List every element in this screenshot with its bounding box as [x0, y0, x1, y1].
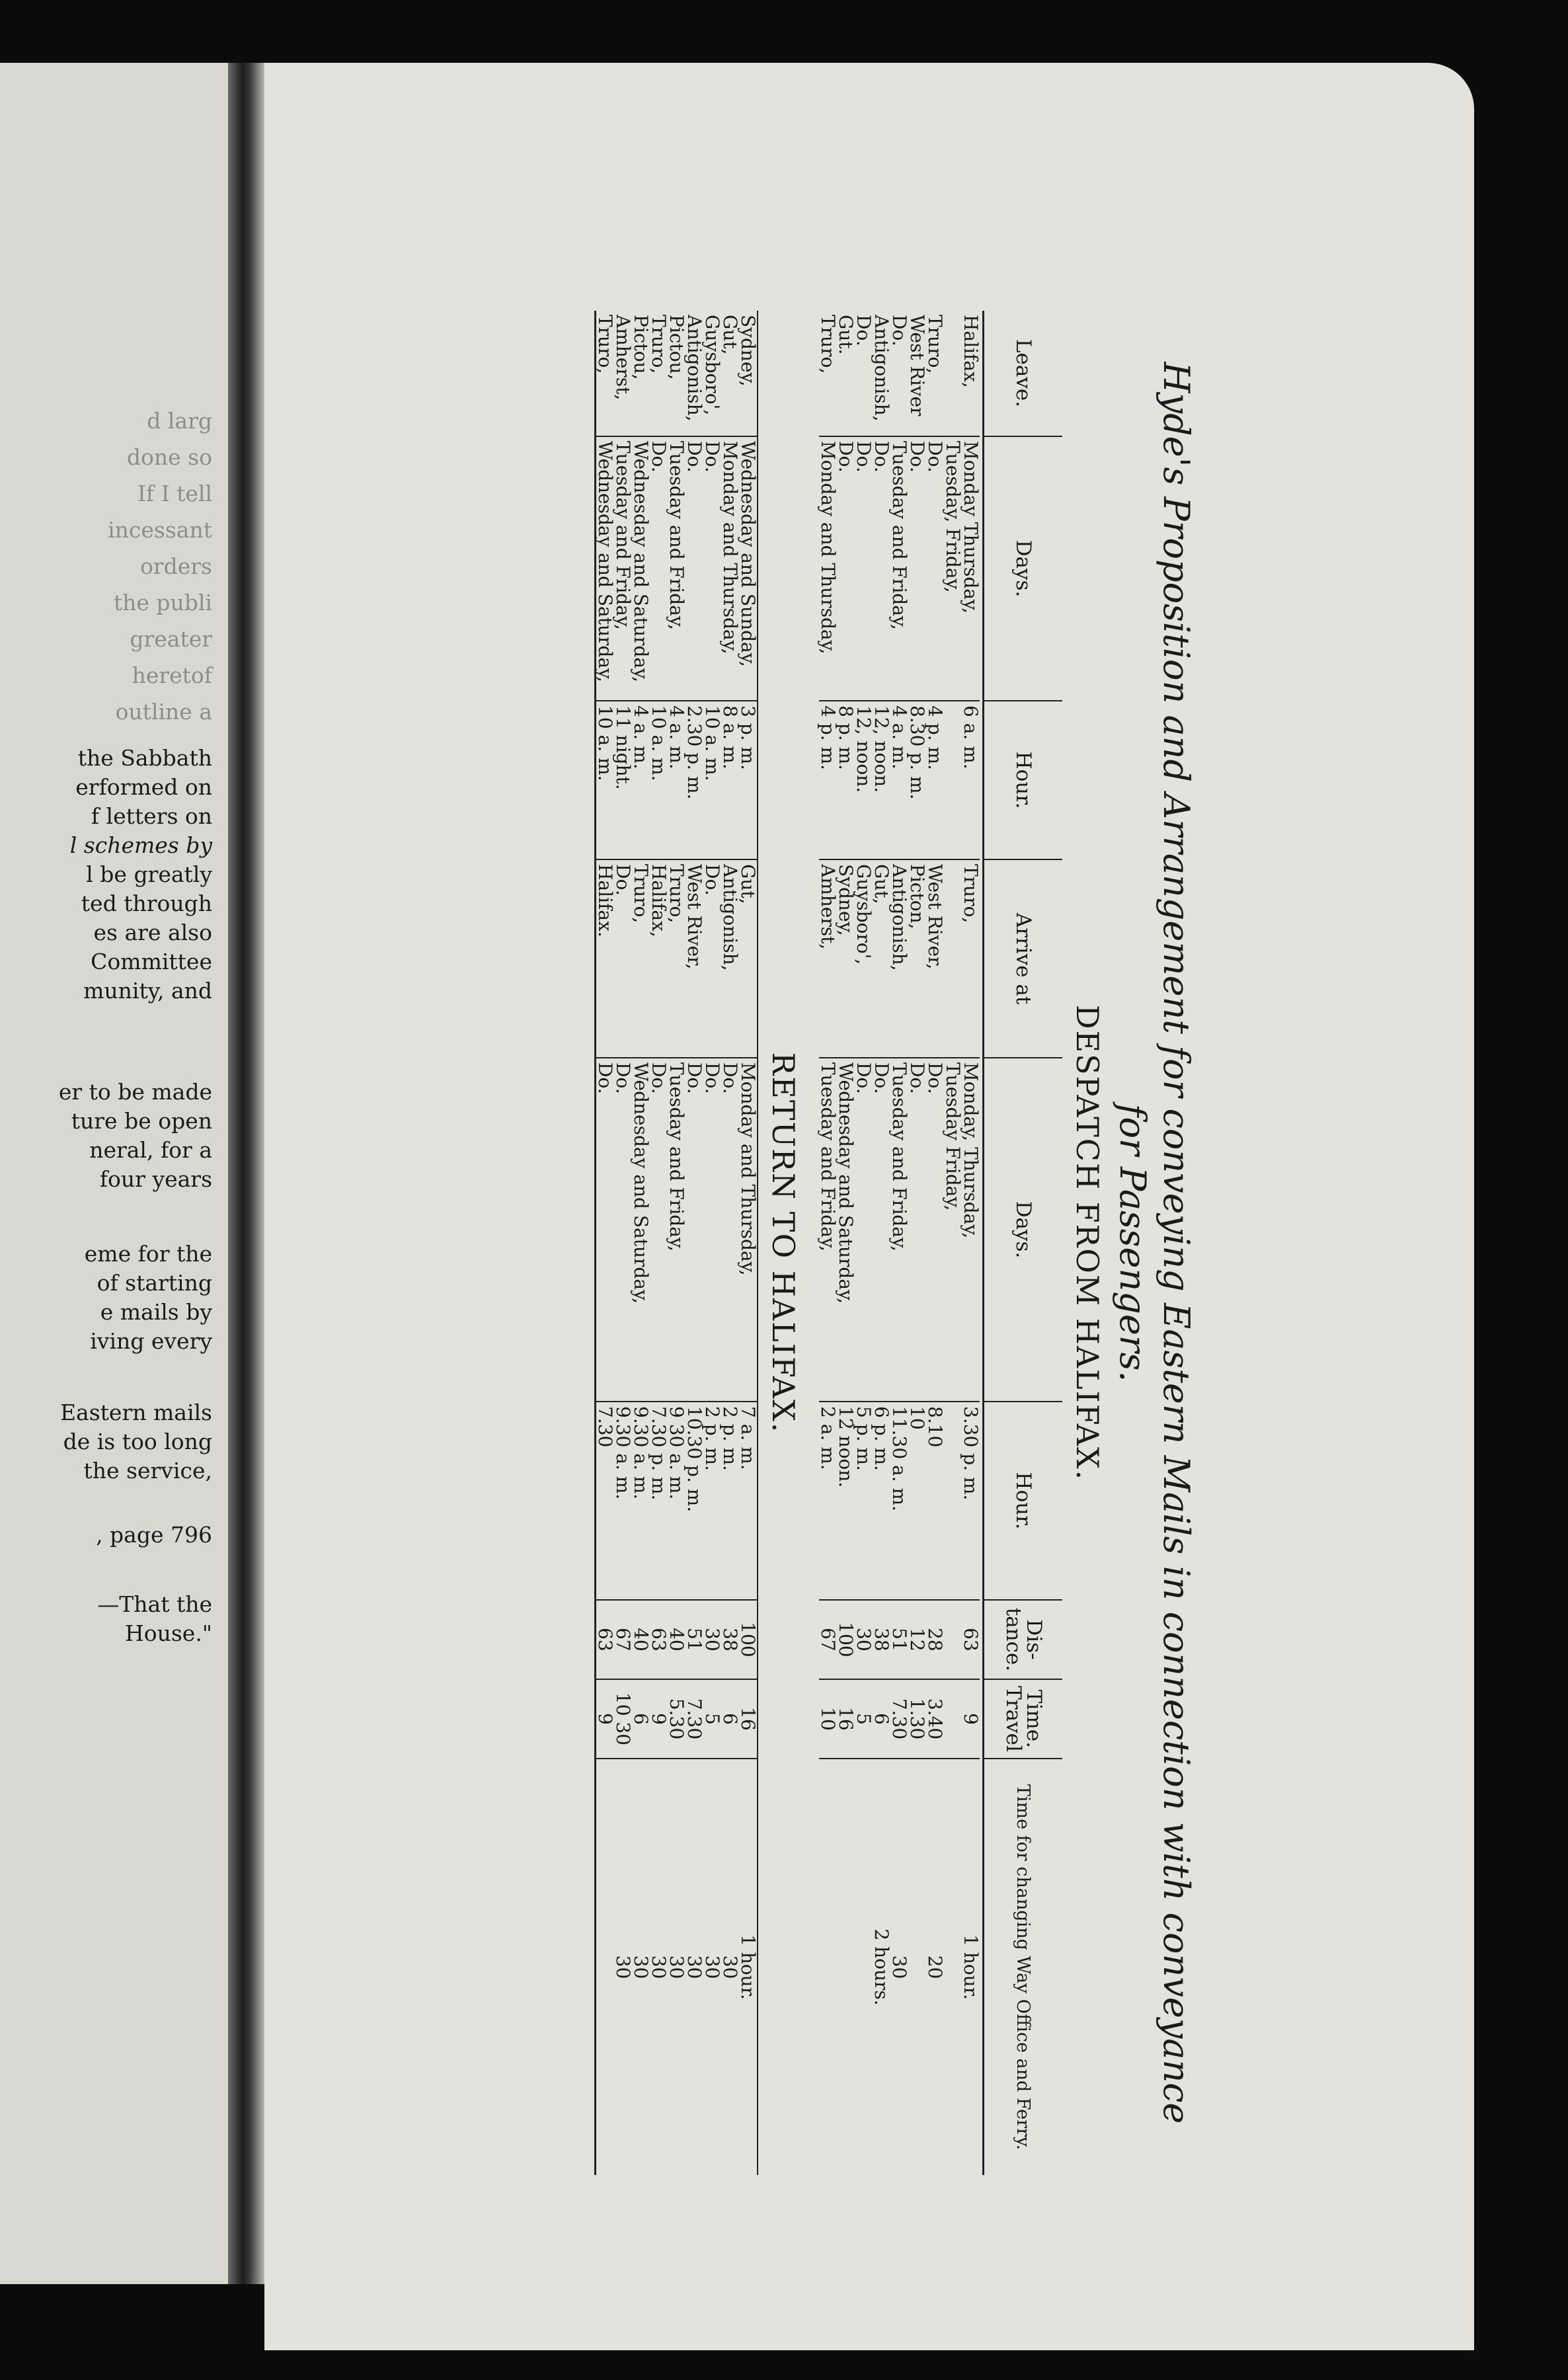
table-cell: 40 — [632, 1600, 650, 1679]
table-cell: Do. — [686, 436, 703, 701]
table-cell: Monday and Thursday, — [721, 436, 739, 701]
left-page-fragment — [0, 63, 228, 2284]
table-cell: 6 — [873, 1679, 890, 1759]
table-cell: 7.30 — [686, 1679, 703, 1759]
table-cell: 6 — [632, 1679, 650, 1759]
table-cell: 1.30 — [908, 1679, 926, 1759]
table-row — [686, 311, 703, 2175]
table-cell: Wednesday and Saturday, — [632, 436, 650, 701]
despatch-table — [819, 311, 980, 2175]
title-line-2: for Passengers. — [1112, 1103, 1154, 1382]
text-line: ted through — [81, 891, 212, 916]
table-row — [739, 311, 758, 2175]
table-cell: 11 night. — [614, 701, 632, 859]
table-cell: 3.30 p. m. — [962, 1402, 980, 1600]
table-cell: 3 p. m. — [739, 701, 758, 859]
table-cell: Do. — [703, 436, 721, 701]
return-heading: RETURN TO HALIFAX. — [765, 1052, 801, 1434]
table-cell: 9 — [596, 1679, 615, 1759]
table-cell: 4 p. m. — [926, 701, 944, 859]
text-line: neral, for a — [89, 1137, 212, 1163]
table-title — [1111, 311, 1198, 2175]
table-row — [703, 311, 721, 2175]
table-cell: 100 — [837, 1600, 855, 1679]
table-cell: 2 hours. — [873, 1759, 890, 2175]
table-cell: 38 — [873, 1600, 890, 1679]
table-cell: Truro, — [962, 859, 980, 1058]
table-header — [982, 311, 1062, 2175]
return-table — [594, 311, 758, 2175]
faded-text: the publi — [113, 590, 212, 615]
table-cell: 4 a. m. — [890, 701, 908, 859]
table-cell: Halifax, — [650, 859, 668, 1058]
text-line: de is too long — [63, 1429, 212, 1454]
text-line: iving every — [90, 1328, 212, 1354]
table-cell — [944, 701, 962, 859]
table-cell: 12, noon. — [873, 701, 890, 859]
table-cell: 10 — [819, 1679, 837, 1759]
text-line: l schemes by — [69, 832, 212, 858]
table-cell: Amherst, — [612, 315, 634, 401]
text-line: the service, — [83, 1458, 212, 1484]
table-cell: Do. — [926, 436, 944, 701]
table-cell: 30 — [668, 1759, 686, 2175]
table-cell: Truro, — [817, 315, 839, 374]
faded-text: heretof — [132, 662, 212, 688]
rotated-timetable — [233, 311, 1198, 2175]
table-cell: Guysboro', — [855, 859, 873, 1058]
table-cell: Do. — [614, 1058, 632, 1402]
table-cell: 5 p. m. — [855, 1402, 873, 1600]
table-cell: 12 — [908, 1600, 926, 1679]
table-row — [668, 311, 686, 2175]
table-cell: 63 — [596, 1600, 615, 1679]
table-cell: 4 a. m. — [632, 701, 650, 859]
table-cell: Do. — [888, 315, 910, 346]
table-cell: Sydney, — [737, 315, 759, 387]
table-row — [855, 311, 873, 2175]
table-cell: Wednesday and Saturday, — [837, 1058, 855, 1402]
table-cell: Do. — [650, 1058, 668, 1402]
table-cell: Do. — [908, 436, 926, 701]
col-time-changing: Time for changing Way Office and Ferry. — [984, 1759, 1063, 2175]
text-line: Committee — [91, 949, 212, 974]
table-cell: Truro, — [668, 859, 686, 1058]
table-cell: Do. — [873, 1058, 890, 1402]
table-cell: 30 — [703, 1600, 721, 1679]
table-cell: Tuesday Friday, — [944, 1058, 962, 1402]
table-cell: Do. — [686, 1058, 703, 1402]
table-cell: Gut. — [835, 315, 857, 355]
faded-text: done so — [126, 444, 212, 470]
table-cell: 30 — [686, 1759, 703, 2175]
table-cell: Tuesday and Friday, — [614, 436, 632, 701]
table-cell: 7.30 — [890, 1679, 908, 1759]
table-cell: 1 hour. — [962, 1759, 980, 2175]
table-cell: 67 — [819, 1600, 837, 1679]
faded-text: d larg — [147, 408, 212, 434]
table-cell: Pictou, — [666, 315, 687, 380]
table-cell: Amherst, — [819, 859, 837, 1058]
table-cell: 10 — [908, 1402, 926, 1600]
table-cell — [944, 1679, 962, 1759]
col-hour: Hour. — [984, 701, 1063, 859]
table-cell: Do. — [596, 1058, 615, 1402]
table-cell: 51 — [890, 1600, 908, 1679]
table-cell: Truro, — [924, 315, 946, 374]
table-cell: 4 p. m. — [819, 701, 837, 859]
table-cell: Do. — [703, 859, 721, 1058]
table-cell: 67 — [614, 1600, 632, 1679]
text-line: Eastern mails — [59, 1400, 212, 1425]
text-line: munity, and — [83, 978, 212, 1004]
table-row — [632, 311, 650, 2175]
table-cell: 7.30 — [596, 1402, 615, 1600]
table-cell: Tuesday and Friday, — [668, 436, 686, 701]
text-line: erformed on — [75, 774, 212, 800]
text-line: House." — [124, 1620, 212, 1646]
table-cell: 1 hour. — [739, 1759, 758, 2175]
table-cell: Sydney, — [837, 859, 855, 1058]
table-cell: Monday and Thursday, — [819, 436, 837, 701]
table-cell: 9 — [962, 1679, 980, 1759]
col-arrive-at: Arrive at — [984, 859, 1063, 1058]
table-cell — [944, 1759, 962, 2175]
faded-text: greater — [130, 626, 212, 652]
table-cell: Guysboro', — [701, 315, 723, 416]
table-row — [962, 311, 980, 2175]
table-cell: 8.10 — [926, 1402, 944, 1600]
faded-text: If I tell — [137, 481, 212, 506]
table-cell: Gut, — [719, 315, 741, 355]
table-cell: 5.30 — [668, 1679, 686, 1759]
table-cell: 6 a. m. — [962, 701, 980, 859]
table-cell: 7 a. m. — [739, 1402, 758, 1600]
col-hour-arrive: Hour. — [984, 1402, 1063, 1600]
table-cell: 30 — [855, 1600, 873, 1679]
table-cell: Tuesday and Friday, — [819, 1058, 837, 1402]
text-line: e mails by — [100, 1299, 212, 1325]
table-cell: 10 a. m. — [703, 701, 721, 859]
table-cell: Halifax. — [596, 859, 615, 1058]
table-cell: Truro, — [594, 315, 616, 374]
table-cell: 12, noon. — [855, 701, 873, 859]
table-cell: 3.40 — [926, 1679, 944, 1759]
table-cell: 30 — [614, 1759, 632, 2175]
table-cell: West River, — [926, 859, 944, 1058]
col-days: Days. — [984, 436, 1063, 701]
table-cell: Do. — [873, 436, 890, 701]
table-cell: 16 — [739, 1679, 758, 1759]
table-cell: Tuesday and Friday, — [668, 1058, 686, 1402]
table-cell: 63 — [650, 1600, 668, 1679]
table-row — [650, 311, 668, 2175]
table-cell: Do. — [853, 315, 875, 346]
table-cell: 12 noon. — [837, 1402, 855, 1600]
table-cell: West River — [906, 315, 928, 416]
table-cell: 20 — [926, 1759, 944, 2175]
table-cell: Antigonish, — [721, 859, 739, 1058]
table-cell: 6 — [721, 1679, 739, 1759]
table-row — [819, 311, 837, 2175]
table-cell: 11.30 a. m. — [890, 1402, 908, 1600]
table-row — [721, 311, 739, 2175]
table-row — [908, 311, 926, 2175]
table-cell: Picton, — [908, 859, 926, 1058]
table-cell: Gut, — [739, 859, 758, 1058]
table-cell — [944, 859, 962, 1058]
table-cell: 10 a. m. — [596, 701, 615, 859]
table-cell: 9 30 a. m. — [668, 1402, 686, 1600]
table-cell — [944, 1402, 962, 1600]
table-cell: Do. — [926, 1058, 944, 1402]
table-row — [890, 311, 908, 2175]
text-line: , page 796 — [96, 1522, 212, 1548]
text-line: the Sabbath — [77, 745, 212, 771]
table-cell: Do. — [614, 859, 632, 1058]
table-cell: 9.30 a. m. — [632, 1402, 650, 1600]
table-cell: 30 — [721, 1759, 739, 2175]
table-cell — [596, 1759, 615, 2175]
table-cell: 8 p. m. — [837, 701, 855, 859]
table-cell: Halifax, — [960, 315, 982, 388]
text-line: f letters on — [91, 803, 212, 829]
table-cell: Do. — [908, 1058, 926, 1402]
table-cell: Antigonish, — [684, 315, 705, 422]
col-days-arrive: Days. — [984, 1058, 1063, 1402]
table-cell: Gut, — [873, 859, 890, 1058]
table-cell: 2 a. m. — [819, 1402, 837, 1600]
table-cell: 2.30 p. m. — [686, 701, 703, 859]
table-cell: 30 — [703, 1759, 721, 2175]
table-cell: Monday Thursday, — [962, 436, 980, 701]
table-cell: 6 p. m. — [873, 1402, 890, 1600]
table-cell: Wednesday and Saturday, — [632, 1058, 650, 1402]
faded-text: orders — [139, 553, 212, 579]
table-row — [614, 311, 632, 2175]
table-cell: 8 a. m. — [721, 701, 739, 859]
table-cell: 100 — [739, 1600, 758, 1679]
table-cell: Tuesday and Friday, — [890, 436, 908, 701]
table-cell: Wednesday and Sunday, — [739, 436, 758, 701]
table-cell: Monday, Thursday, — [962, 1058, 980, 1402]
table-cell: Truro, — [632, 859, 650, 1058]
table-cell: Monday and Thursday, — [739, 1058, 758, 1402]
table-cell: Antigonish, — [871, 315, 892, 422]
table-cell — [819, 1759, 837, 2175]
text-line: l be greatly — [86, 861, 212, 887]
table-cell: Do. — [837, 436, 855, 701]
table-cell: 2 p. m. — [721, 1402, 739, 1600]
text-line: er to be made — [58, 1079, 212, 1105]
table-cell: Wednesday and Saturday, — [596, 436, 615, 701]
table-cell: 7.30 p. m. — [650, 1402, 668, 1600]
table-cell: Pictou, — [630, 315, 652, 380]
table-cell: West River, — [686, 859, 703, 1058]
text-line: —That the — [97, 1591, 212, 1617]
table-cell: Tuesday, Friday, — [944, 436, 962, 701]
table-cell: Do. — [650, 436, 668, 701]
table-cell: Antigonish, — [890, 859, 908, 1058]
table-cell: 38 — [721, 1600, 739, 1679]
text-line: ture be open — [71, 1108, 212, 1134]
table-cell: 9.30 a. m. — [614, 1402, 632, 1600]
text-line: es are also — [93, 920, 212, 945]
table-cell: 30 — [632, 1759, 650, 2175]
faded-text: outline a — [115, 699, 212, 725]
table-cell: Do. — [721, 1058, 739, 1402]
table-row — [837, 311, 855, 2175]
despatch-heading: DESPATCH FROM HALIFAX. — [1070, 1004, 1105, 1482]
table-row — [944, 311, 962, 2175]
table-cell: Do. — [703, 1058, 721, 1402]
title-line-1: Hyde's Proposition and Arrangement for conveying Eastern Mails in connection with conveyance — [1156, 362, 1197, 2124]
table-cell: 30 — [650, 1759, 668, 2175]
table-cell: 51 — [686, 1600, 703, 1679]
faded-text: incessant — [108, 517, 212, 543]
table-cell: Tuesday and Friday, — [890, 1058, 908, 1402]
table-cell — [944, 311, 962, 436]
table-cell: 2 p. m. — [703, 1402, 721, 1600]
col-leave: Leave. — [1011, 338, 1036, 408]
table-cell: Truro, — [648, 315, 670, 374]
table-cell: 10 a. m. — [650, 701, 668, 859]
text-line: eme for the — [84, 1241, 212, 1267]
table-cell: 28 — [926, 1600, 944, 1679]
table-cell — [944, 1600, 962, 1679]
table-cell — [908, 1759, 926, 2175]
table-cell: 63 — [962, 1600, 980, 1679]
table-cell: 9 — [650, 1679, 668, 1759]
table-cell — [837, 1759, 855, 2175]
text-line: of starting — [97, 1270, 212, 1296]
table-cell: 8.30 p. m. — [908, 701, 926, 859]
table-cell: 4 a. m. — [668, 701, 686, 859]
text-line: four years — [99, 1166, 212, 1192]
table-cell: Do. — [855, 1058, 873, 1402]
table-row — [596, 311, 615, 2175]
col-time-travel: Time. Travel — [984, 1679, 1063, 1759]
table-row — [873, 311, 890, 2175]
table-cell: 10.30 p. m. — [686, 1402, 703, 1600]
table-cell: 10 30 — [614, 1679, 632, 1759]
table-cell — [855, 1759, 873, 2175]
table-cell: 30 — [890, 1759, 908, 2175]
table-row — [926, 311, 944, 2175]
table-cell: 5 — [855, 1679, 873, 1759]
col-distance: Dis-tance. — [984, 1600, 1063, 1679]
table-cell: 5 — [703, 1679, 721, 1759]
table-cell: 16 — [837, 1679, 855, 1759]
table-cell: Do. — [855, 436, 873, 701]
table-cell: 40 — [668, 1600, 686, 1679]
